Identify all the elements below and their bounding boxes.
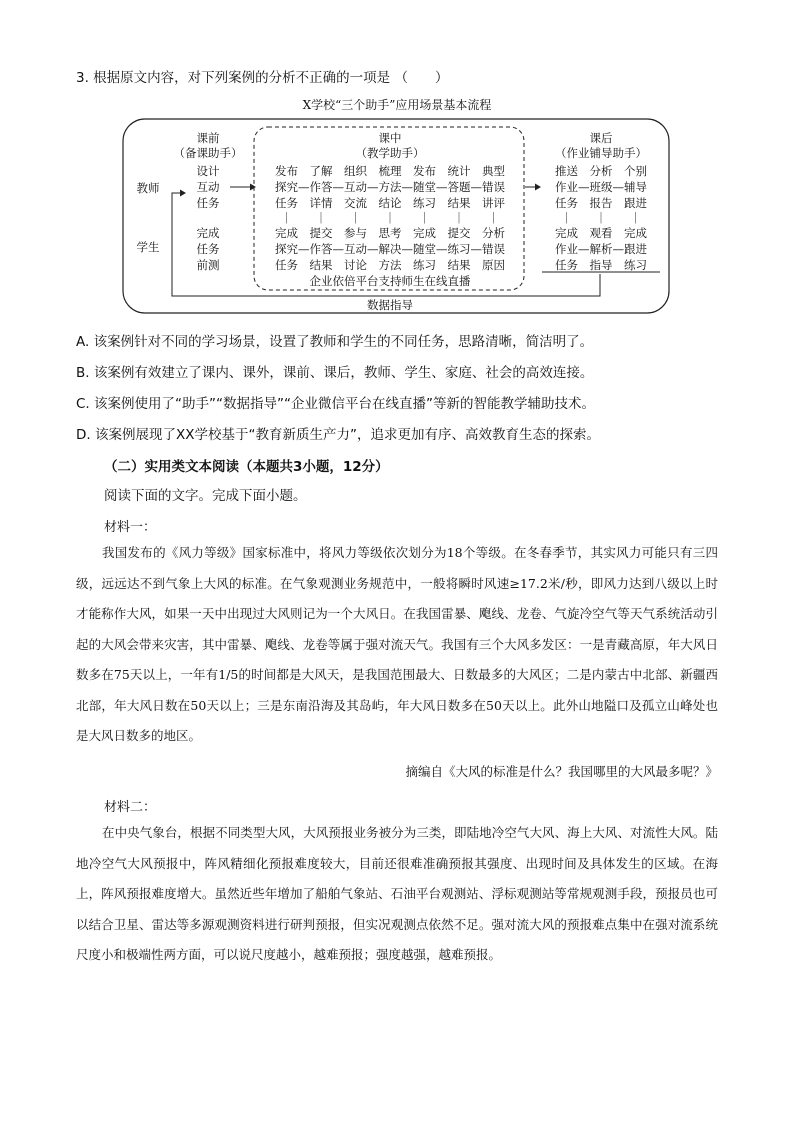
in-title: 课中 xyxy=(378,131,402,145)
arrowhead-icon xyxy=(535,184,541,191)
option-b: B. 该案例有效建立了课内、课外，课前、课后，教师、学生、家庭、社会的高效连接。 xyxy=(76,365,594,381)
in-teacher-row: 任务 详情 交流 结论 练习 结果 讲评 xyxy=(275,196,505,210)
in-subtitle: （教学助手） xyxy=(355,146,425,160)
material1-label: 材料一： xyxy=(104,520,157,535)
pre-student-line: 任务 xyxy=(196,242,220,256)
role-teacher: 教师 xyxy=(136,181,160,195)
section-title: （二）实用类文本阅读（本题共3小题，12分） xyxy=(104,459,389,475)
option-c: C. 该案例使用了“助手”“数据指导”“企业微信平台在线直播”等新的智能教学辅助技术。 xyxy=(76,396,595,412)
post-title: 课后 xyxy=(589,131,613,145)
answer-paren: （ ） xyxy=(394,70,449,86)
post-student-row: 任务 指导 练习 xyxy=(555,258,647,272)
in-teacher-row: 探究—作答—互动—方法—随堂—答题—错误 xyxy=(275,180,505,194)
pre-student-line: 前测 xyxy=(196,258,220,272)
post-ticks: ｜ ｜ ｜ xyxy=(560,211,642,225)
in-ticks: ｜ ｜ ｜ ｜ ｜ ｜ ｜ xyxy=(280,211,500,225)
option-a: A. 该案例针对不同的学习场景，设置了教师和学生的不同任务，思路清晰，简洁明了。 xyxy=(76,334,594,350)
question-stem xyxy=(76,66,448,86)
post-subtitle: （作业铺导助手） xyxy=(555,146,647,160)
post-teacher-row: 作业—班级—辅导 xyxy=(555,180,647,194)
in-student-row: 完成 提交 参与 思考 完成 提交 分析 xyxy=(275,226,505,240)
material1-paragraph: 我国发布的《风力等级》国家标准中，将风力等级依次划分为18个等级。在冬春季节，其实风力可能只有三四级，远远达不到气象上大风的标准。在气象观测业务规范中，一般将瞬时风速≥17.2米/秒，即风力达到八级以上时才能称作大风，如果一天中出现过大风则记为一个大风日。在我国雷暴、飑线、龙卷、气旋冷空气等天气系统活动引起的大风会带来灾害，其中雷暴、飑线、龙卷等属于强对流天气。我国有三个大风多发区：一是青藏高原，年大风日数多在75天以上，一年有1/5的时间都是大风天，是我国范围最大、日数最多的大风区；二是内蒙古中北部、新疆西北部，年大风日数在50天以上；三是东南沿海及其岛屿，年大风日数多在50天以上。此外山地隘口及孤立山峰处也是大风日数多的地区。 xyxy=(76,545,718,743)
pre-title: 课前 xyxy=(196,131,220,145)
role-student: 学生 xyxy=(136,240,160,254)
post-student-row: 作业—解析—跟进 xyxy=(555,242,647,256)
pre-teacher-line: 互动 xyxy=(196,180,220,194)
pre-teacher-line: 任务 xyxy=(196,196,220,210)
material2-body xyxy=(76,818,718,971)
post-teacher-row: 推送 分析 个别 xyxy=(555,164,647,178)
pre-subtitle: （备课助手） xyxy=(173,146,243,160)
arrowhead-icon xyxy=(250,184,256,191)
in-student-row: 任务 结果 讨论 方法 练习 结果 原因 xyxy=(275,258,505,272)
pre-teacher-line: 设计 xyxy=(196,164,220,178)
post-teacher-row: 任务 报告 跟进 xyxy=(555,196,647,210)
section-lead: 阅读下面的文字。完成下面小题。 xyxy=(104,488,307,504)
figure-title: X学校“三个助手”应用场景基本流程 xyxy=(302,98,492,112)
material2-label: 材料二： xyxy=(104,800,157,815)
arrowhead-icon xyxy=(180,190,186,197)
in-student-row: 探究—作答—互动—解决—随堂—练习—错误 xyxy=(275,242,505,256)
flow-diagram xyxy=(122,118,670,316)
option-d: D. 该案例展现了XX学校基于“教育新质生产力”，追求更加有序、高效教育生态的探索。 xyxy=(76,427,600,443)
material1-source: 摘编自《大风的标准是什么？我国哪里的大风最多呢？》 xyxy=(405,764,718,779)
in-teacher-row: 发布 了解 组织 梳理 发布 统计 典型 xyxy=(275,164,505,178)
in-footer: 企业依倍平台支持师生在线直播 xyxy=(309,274,471,288)
question-text: 3. 根据原文内容，对下列案例的分析不正确的一项是 xyxy=(76,70,391,86)
pre-student-line: 完成 xyxy=(196,226,220,240)
material2-paragraph: 在中央气象台，根据不同类型大风，大风预报业务被分为三类，即陆地冷空气大风、海上大风、对流性大风。陆地冷空气大风预报中，阵风精细化预报难度较大，目前还很难准确预报其强度、出现时间及具体发生的区域。在海上，阵风预报难度增大。虽然近些年增加了船舶气象站、石油平台观测站、浮标观测站等常规观测手段，预报员也可以结合卫星、雷达等多源观测资料进行研判预报，但实况观测点依然不足。强对流大风的预报难点集中在强对流系统尺度小和极端性两方面，可以说尺度越小，越难预报；强度越强，越难预报。 xyxy=(76,825,718,962)
material1-body xyxy=(76,538,718,752)
bottom-label: 数据指导 xyxy=(367,298,413,312)
post-student-row: 完成 观看 完成 xyxy=(555,226,647,240)
